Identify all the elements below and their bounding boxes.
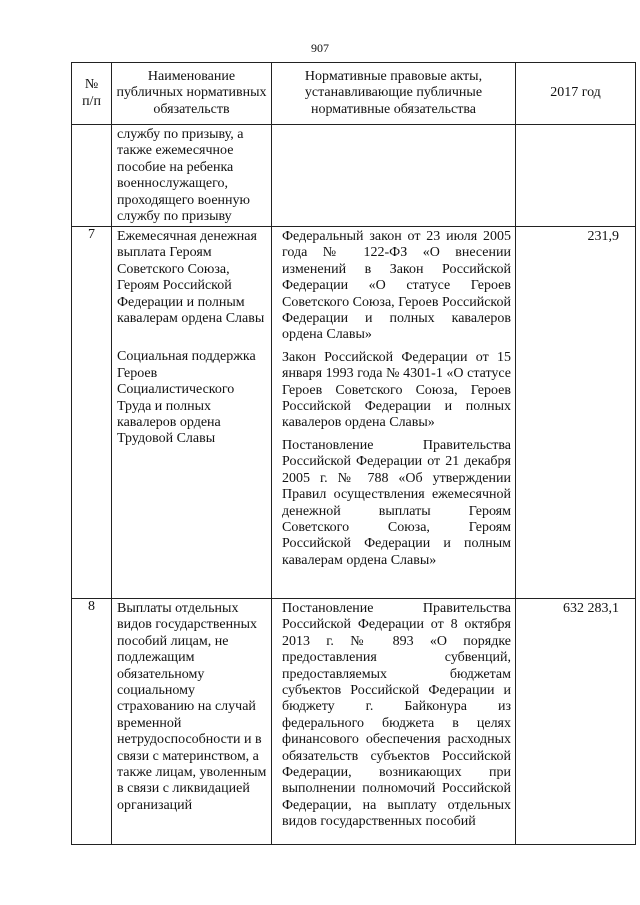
header-obligation-name: Наименование публичных нормативных обязательств	[112, 63, 272, 125]
header-year-2017: 2017 год	[516, 63, 636, 125]
table-header-row	[72, 63, 636, 125]
row-number: 8	[72, 599, 112, 845]
table-row	[72, 125, 636, 227]
row-number	[72, 125, 112, 227]
obligations-table	[71, 62, 636, 845]
table-row	[72, 599, 636, 845]
row-number: 7	[72, 227, 112, 599]
header-legal-acts: Нормативные правовые акты, устанавливающие публичные нормативные обязательства	[272, 63, 516, 125]
page-number: 907	[311, 41, 329, 55]
legal-act: Постановление Правительства Российской Федерации от 21 декабря 2005 г. № 788 «Об утверждении Правил осуществления ежемесячной денежной выплаты Героям Советского Союза, Героям Российской Федерации и полным кавалерам ордена Славы»	[282, 437, 511, 568]
value-2017: 632 283,1	[516, 599, 636, 845]
obligation-name: Социальная поддержка Героев Социалистического Труда и полных кавалеров ордена Трудовой Славы	[117, 349, 256, 447]
obligation-name: Ежемесячная денежная выплата Героям Советского Союза, Героям Российской Федерации и полным кавалерам ордена Славы	[117, 229, 265, 327]
legal-act: Федеральный закон от 23 июля 2005 года № 122-ФЗ «О внесении изменений в Закон Российской Федерации «О статусе Героев Советского Союза, Героев Российской Федерации и полных кавалеров ордена Славы»	[282, 229, 511, 343]
legal-acts-cell	[272, 599, 516, 845]
legal-act: Постановление Правительства Российской Федерации от 8 октября 2013 г. № 893 «О порядке предоставления субвенций, предоставляемых бюджетам субъектов Российской Федерации и бюджету г. Байконура из федерального бюджета в целях финансового обеспечения расходных обязательств субъектов Российской Федерации, возникающих при выполнении полномочий Российской Федерации, на выплату отдельных видов государственных пособий	[282, 601, 511, 830]
legal-acts-cell	[272, 125, 516, 227]
obligation-name-cell	[112, 227, 272, 599]
obligation-name: Выплаты отдельных видов государственных пособий лицам, не подлежащим обязательному социальному страхованию на случай временной нетрудоспособности и в связи с материнством, а также лицам, уволенным в связи с ликвидацией организаций	[112, 599, 272, 845]
value-2017: 231,9	[516, 227, 636, 599]
legal-acts-cell	[272, 227, 516, 599]
value-2017	[516, 125, 636, 227]
table-row	[72, 227, 636, 599]
obligation-name: службу по призыву, а также ежемесячное пособие на ребенка военнослужащего, проходящего военную службу по призыву	[112, 125, 272, 227]
header-number: № п/п	[72, 63, 112, 125]
legal-act: Закон Российской Федерации от 15 января 1993 года № 4301-1 «О статусе Героев Советского Союза, Героев Российской Федерации и полных кавалеров ордена Славы»	[282, 349, 511, 431]
